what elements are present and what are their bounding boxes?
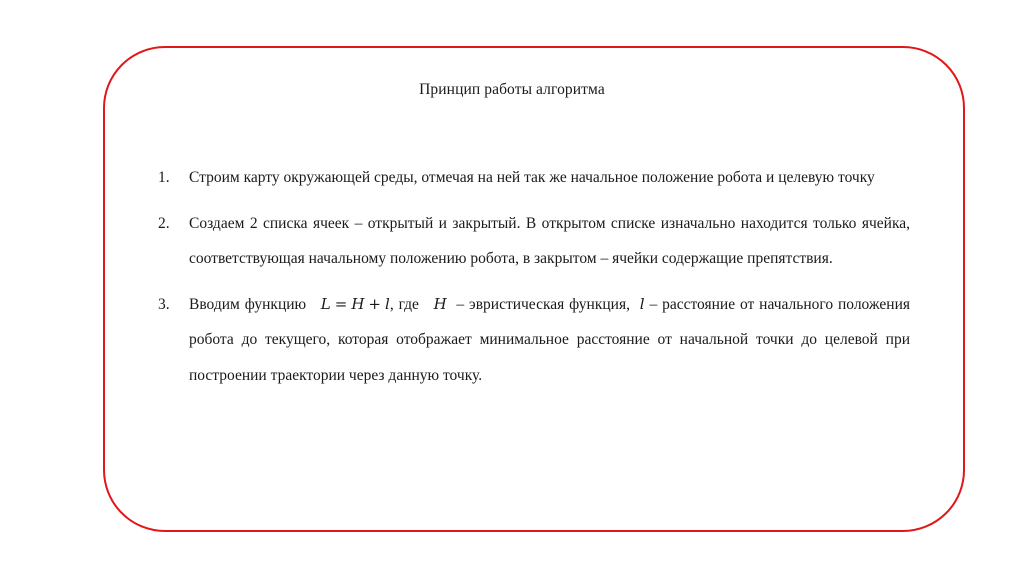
list-item-text: Создаем 2 списка ячеек – открытый и закрытый. В открытом списке изначально находится только ячейка, соответствующая начальному положению робота, в закрытом – ячейки содержащие препятствия. (189, 214, 910, 267)
list-item-text: Строим карту окружающей среды, отмечая на ней так же начальное положение робота и целевую точку (189, 169, 875, 186)
slide-title: Принцип работы алгоритма (419, 81, 605, 98)
list-item (158, 206, 910, 277)
list-item-text-distance: – расстояние от начального положения робота до текущего, которая отображает минимальное расстояние от начальной точки до целевой при построении траектории через данную точку. (189, 295, 911, 384)
algorithm-steps-list (158, 160, 910, 393)
formula-var-l-lower: l (385, 294, 390, 313)
list-item-number: 2. (158, 214, 170, 232)
formula-equals: = (334, 294, 348, 313)
var-h: H (433, 294, 447, 313)
list-item-text-intro: Вводим функцию (189, 295, 307, 313)
formula (321, 296, 390, 313)
list-item-number: 3. (158, 295, 170, 313)
list-item-text-heuristic: – эвристическая функция, (456, 295, 630, 313)
formula-var-l-upper: L (320, 294, 331, 313)
formula-var-h: H (351, 294, 365, 313)
list-item (158, 160, 910, 196)
list-item (158, 287, 910, 394)
list-item-number: 1. (158, 169, 170, 186)
list-item-text-where: , где (389, 295, 419, 313)
var-l: l (639, 294, 645, 313)
formula-plus: + (368, 294, 381, 313)
